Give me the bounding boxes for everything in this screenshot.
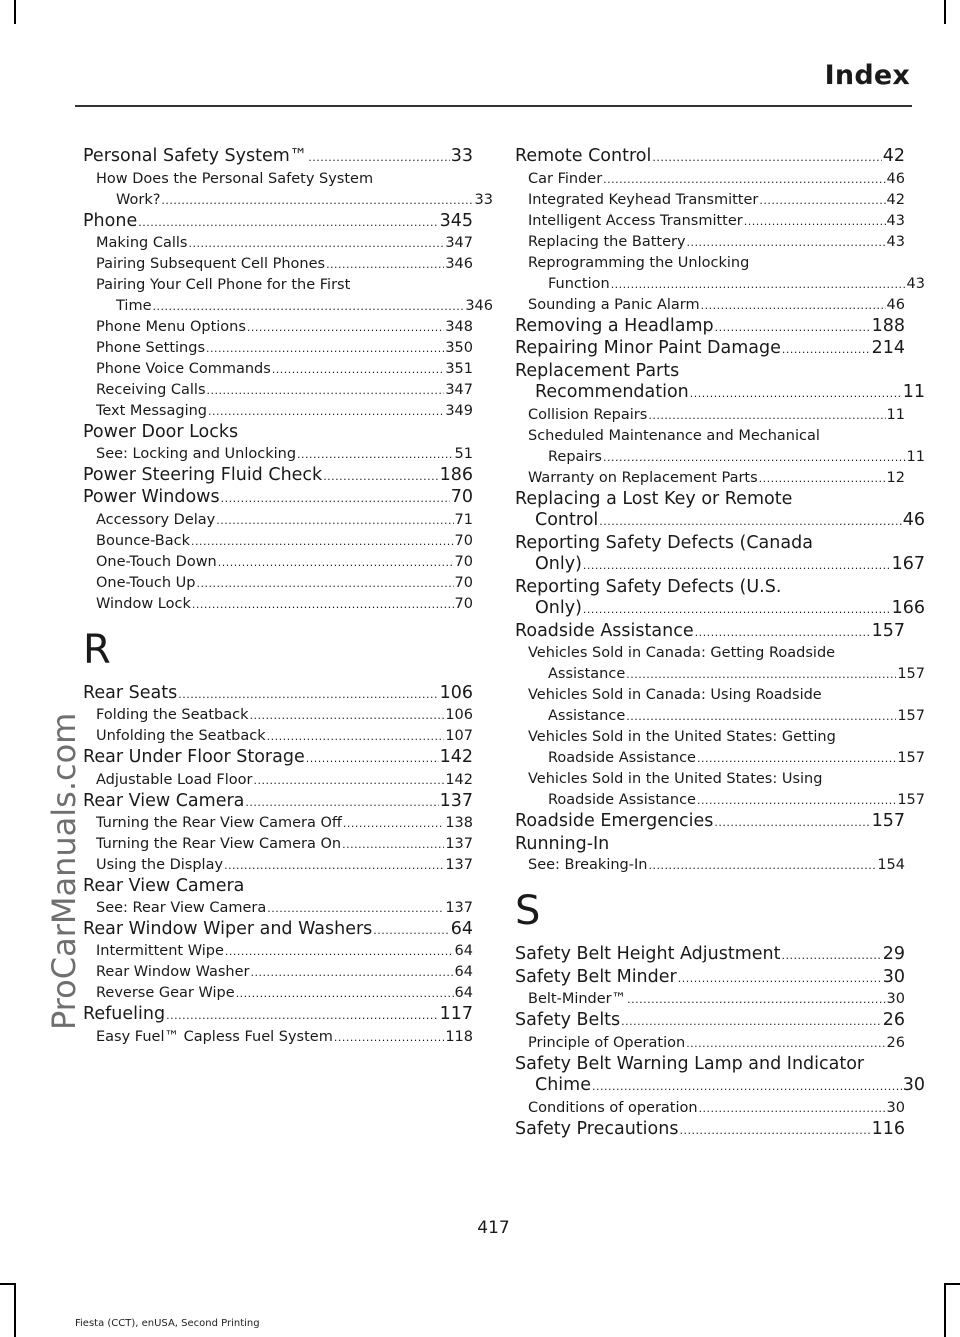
dot-leader	[697, 790, 896, 811]
index-entry	[515, 532, 925, 577]
entry-text: Vehicles Sold in the United States: Using	[528, 771, 823, 787]
crop-mark-top-right	[944, 0, 946, 24]
index-subentry	[83, 401, 473, 422]
dot-leader	[679, 1119, 870, 1142]
entry-text: Vehicles Sold in Canada: Getting Roadside	[528, 645, 836, 661]
entry-page-number: 46	[886, 170, 905, 187]
dot-leader	[191, 531, 454, 552]
index-subentry	[515, 169, 905, 190]
entry-text: Rear Window Washer	[96, 964, 250, 980]
dot-leader	[714, 811, 870, 834]
dot-leader	[208, 401, 444, 422]
dot-leader	[621, 1010, 882, 1033]
entry-text: Power Steering Fluid Check	[83, 464, 323, 485]
entry-text: Rear Under Floor Storage	[83, 747, 305, 767]
index-subentry	[83, 510, 473, 531]
entry-page-number: 51	[454, 445, 473, 462]
entry-page-number: 351	[445, 361, 473, 377]
entry-page-number: 214	[871, 338, 905, 358]
entry-page-number: 346	[465, 298, 493, 314]
entry-text: Repairs	[548, 448, 602, 465]
dot-leader	[592, 1075, 902, 1098]
entry-text: Reporting Safety Defects (Canada	[515, 532, 813, 553]
entry-page-number: 167	[891, 554, 925, 574]
dot-leader	[695, 621, 871, 644]
entry-text: Using the Display	[96, 857, 224, 873]
index-subentry	[515, 211, 905, 232]
entry-text: Phone Settings	[96, 340, 205, 356]
entry-page-number: 46	[902, 510, 925, 530]
entry-text: Text Messaging	[96, 403, 207, 419]
entry-page-number: 157	[871, 620, 905, 641]
dot-leader	[627, 989, 885, 1010]
entry-page-number: 70	[454, 574, 473, 591]
entry-text: Replacing the Battery	[528, 233, 686, 250]
entry-page-number: 345	[439, 210, 473, 231]
index-letter-heading: S	[515, 888, 541, 934]
entry-page-number: 70	[454, 553, 473, 570]
dot-leader	[599, 510, 901, 533]
entry-text: Remote Control	[515, 146, 652, 166]
entry-page-number: 106	[439, 682, 473, 703]
index-subentry	[515, 727, 925, 769]
index-column-left	[83, 146, 493, 1048]
entry-text: Recommendation	[535, 382, 689, 402]
entry-text: Function	[548, 275, 610, 292]
entry-text: Safety Belt Minder	[515, 966, 677, 987]
dot-leader	[603, 447, 906, 468]
crop-mark-bottom-left	[14, 1283, 16, 1337]
entry-text: Reprogramming the Unlocking	[528, 254, 750, 271]
entry-page-number: 46	[886, 296, 905, 313]
entry-page-number: 348	[445, 319, 473, 335]
entry-text: Pairing Your Cell Phone for the First	[96, 277, 351, 293]
crop-mark-bottom-left-h	[0, 1283, 15, 1285]
index-subentry	[83, 317, 473, 338]
entry-text: Phone Voice Commands	[96, 361, 271, 377]
index-subentry	[515, 295, 905, 316]
dot-leader	[343, 813, 444, 834]
index-subentry	[515, 685, 925, 727]
index-subentry	[83, 813, 473, 834]
index-entry	[515, 1010, 905, 1033]
entry-text: Time	[116, 298, 152, 314]
entry-text: Car Finder	[528, 170, 603, 187]
index-subentry	[83, 898, 473, 919]
entry-text: Only)	[535, 598, 582, 618]
entry-text: Vehicles Sold in the United States: Getting	[528, 729, 836, 745]
index-entry	[83, 747, 473, 770]
dot-leader	[342, 834, 444, 855]
entry-text: Intermittent Wipe	[96, 943, 224, 959]
entry-text: Turning the Rear View Camera On	[96, 836, 342, 852]
dot-leader	[221, 487, 450, 510]
index-entry	[515, 834, 905, 856]
entry-text: How Does the Personal Safety System	[96, 170, 374, 187]
index-subentry	[83, 705, 473, 726]
entry-page-number: 30	[886, 991, 905, 1007]
entry-page-number: 350	[445, 340, 473, 356]
dot-leader	[781, 944, 881, 967]
entry-page-number: 64	[450, 918, 473, 939]
entry-text: Folding the Seatback	[96, 707, 249, 723]
entry-page-number: 33	[474, 191, 493, 208]
entry-text: Belt-Minder™	[528, 991, 627, 1007]
entry-text: Sounding a Panic Alarm	[528, 296, 700, 313]
entry-text: One-Touch Up	[96, 574, 196, 591]
index-entry	[83, 211, 473, 234]
entry-page-number: 157	[871, 811, 905, 831]
dot-leader	[236, 983, 454, 1004]
entry-text: Warranty on Replacement Parts	[528, 469, 758, 486]
index-entry	[515, 967, 905, 990]
entry-text: Reporting Safety Defects (U.S.	[515, 576, 782, 597]
title-divider	[75, 105, 912, 107]
dot-leader	[626, 706, 896, 727]
index-subentry	[83, 834, 473, 855]
entry-page-number: 138	[445, 815, 473, 831]
index-subentry	[83, 594, 473, 615]
entry-text: Power Door Locks	[83, 422, 239, 442]
index-subentry	[83, 983, 473, 1004]
entry-text: Work?	[116, 191, 161, 208]
dot-leader	[648, 855, 876, 876]
dot-leader	[207, 380, 445, 401]
entry-text: Vehicles Sold in Canada: Using Roadside	[528, 687, 822, 703]
entry-page-number: 347	[445, 382, 473, 398]
entry-page-number: 107	[445, 728, 473, 744]
entry-text: Pairing Subsequent Cell Phones	[96, 256, 326, 272]
index-subentry	[83, 552, 473, 573]
index-entry	[83, 791, 473, 814]
dot-leader	[216, 510, 453, 531]
entry-text: Running-In	[515, 833, 610, 854]
entry-page-number: 186	[439, 464, 473, 485]
entry-text: Chime	[535, 1075, 591, 1095]
entry-text: Rear View Camera	[83, 790, 245, 811]
entry-page-number: 30	[902, 1075, 925, 1095]
dot-leader	[297, 444, 454, 465]
index-subentry	[83, 531, 473, 552]
entry-text: Replacing a Lost Key or Remote	[515, 488, 793, 509]
entry-text: Bounce-Back	[96, 532, 191, 549]
index-entry	[515, 576, 925, 621]
entry-page-number: 142	[445, 771, 473, 788]
entry-text: Easy Fuel™ Capless Fuel System	[96, 1028, 333, 1045]
page-number: 417	[477, 1218, 510, 1238]
entry-text: Reverse Gear Wipe	[96, 985, 235, 1001]
index-subentry	[515, 769, 925, 811]
index-subentry	[515, 1033, 905, 1054]
dot-leader	[306, 747, 439, 770]
index-subentry	[83, 169, 493, 211]
dot-leader	[267, 898, 444, 919]
entry-text: Roadside Assistance	[548, 792, 696, 808]
index-column-right	[515, 146, 925, 1141]
dot-leader	[166, 1004, 439, 1027]
entry-page-number: 106	[445, 707, 473, 723]
entry-page-number: 64	[454, 943, 473, 959]
dot-leader	[323, 465, 438, 488]
dot-leader	[678, 967, 882, 990]
dot-leader	[626, 664, 896, 685]
index-subentry	[515, 468, 905, 489]
entry-page-number: 70	[450, 487, 473, 507]
dot-leader	[250, 705, 445, 726]
entry-text: Control	[535, 510, 599, 530]
index-entry	[83, 487, 473, 510]
index-subentry	[83, 1027, 473, 1048]
entry-text: Refueling	[83, 1004, 166, 1024]
index-subentry	[515, 190, 905, 211]
crop-mark-bottom-right	[944, 1283, 946, 1337]
dot-leader	[138, 211, 438, 234]
entry-text: Assistance	[548, 666, 626, 682]
dot-leader	[267, 726, 445, 747]
index-subentry	[83, 573, 473, 594]
entry-page-number: 137	[445, 857, 473, 873]
entry-text: Safety Belt Height Adjustment	[515, 944, 781, 964]
entry-page-number: 347	[445, 235, 473, 251]
entry-text: Rear Seats	[83, 682, 178, 703]
entry-text: Unfolding the Seatback	[96, 728, 266, 744]
index-entry	[83, 422, 473, 444]
entry-page-number: 43	[906, 275, 925, 292]
index-entry	[83, 1004, 473, 1027]
dot-leader	[161, 190, 473, 211]
index-entry	[515, 944, 905, 967]
index-subentry	[83, 941, 473, 962]
dot-leader	[583, 554, 891, 577]
index-subentry	[83, 233, 473, 254]
entry-text: See: Rear View Camera	[96, 899, 267, 916]
index-subentry	[515, 1098, 905, 1119]
index-entry	[515, 621, 905, 644]
entry-text: Window Lock	[96, 595, 191, 612]
entry-page-number: 42	[882, 146, 905, 166]
entry-page-number: 12	[886, 469, 905, 486]
crop-mark-bottom-right-h	[944, 1283, 960, 1285]
dot-leader	[759, 190, 885, 211]
dot-leader	[648, 405, 885, 426]
dot-leader	[701, 295, 886, 316]
index-entry	[83, 876, 473, 898]
entry-text: Intelligent Access Transmitter	[528, 212, 743, 229]
entry-page-number: 154	[877, 857, 905, 873]
index-entry	[83, 683, 473, 706]
entry-page-number: 64	[454, 985, 473, 1001]
entry-page-number: 29	[882, 944, 905, 964]
dot-leader	[251, 962, 454, 983]
entry-text: Adjustable Load Floor	[96, 771, 253, 788]
entry-text: Scheduled Maintenance and Mechanical	[528, 427, 820, 444]
entry-page-number: 43	[886, 233, 905, 250]
index-entry	[515, 488, 925, 533]
entry-text: Removing a Headlamp	[515, 315, 714, 336]
dot-leader	[247, 317, 444, 338]
index-entry	[515, 338, 905, 361]
entry-page-number: 64	[454, 964, 473, 980]
entry-text: Replacement Parts	[515, 360, 680, 381]
index-subentry	[515, 253, 925, 295]
index-subentry	[83, 726, 473, 747]
entry-page-number: 137	[445, 899, 473, 916]
dot-leader	[326, 254, 444, 275]
entry-page-number: 346	[445, 256, 473, 272]
entry-page-number: 116	[871, 1118, 905, 1139]
entry-text: Phone Menu Options	[96, 319, 246, 335]
index-subentry	[83, 380, 473, 401]
index-subentry	[515, 232, 905, 253]
dot-leader	[373, 919, 449, 942]
entry-text: Safety Precautions	[515, 1118, 679, 1139]
entry-text: Rear Window Wiper and Washers	[83, 918, 373, 939]
dot-leader	[697, 748, 896, 769]
dot-leader	[218, 552, 454, 573]
index-subentry	[83, 275, 493, 317]
dot-leader	[690, 382, 902, 405]
edition-footer: Fiesta (CCT), enUSA, Second Printing	[75, 1318, 260, 1329]
dot-leader	[192, 594, 454, 615]
entry-page-number: 137	[439, 790, 473, 811]
index-entry	[83, 146, 473, 169]
entry-text: See: Breaking-In	[528, 857, 648, 873]
index-subentry	[83, 338, 473, 359]
entry-text: Making Calls	[96, 235, 188, 251]
index-subentry	[515, 989, 905, 1010]
index-entry	[83, 465, 473, 488]
dot-leader	[196, 573, 453, 594]
entry-text: Conditions of operation	[528, 1099, 698, 1116]
index-subentry	[83, 770, 473, 791]
entry-text: Roadside Assistance	[515, 620, 694, 641]
index-subentry	[83, 855, 473, 876]
dot-leader	[744, 211, 886, 232]
index-entry	[515, 811, 905, 834]
entry-text: Roadside Emergencies	[515, 811, 714, 831]
entry-page-number: 166	[891, 598, 925, 618]
index-subentry	[515, 643, 925, 685]
index-entry	[515, 1053, 925, 1098]
dot-leader	[652, 146, 881, 169]
entry-page-number: 118	[445, 1028, 473, 1045]
entry-text: Roadside Assistance	[548, 750, 696, 766]
entry-page-number: 30	[886, 1099, 905, 1116]
dot-leader	[687, 232, 886, 253]
crop-mark-top-left	[14, 0, 16, 24]
page-title: Index	[824, 60, 910, 91]
dot-leader	[686, 1033, 885, 1054]
entry-text: Principle of Operation	[528, 1034, 686, 1051]
entry-page-number: 42	[886, 191, 905, 208]
entry-page-number: 71	[454, 511, 473, 528]
dot-leader	[224, 855, 444, 876]
dot-leader	[782, 338, 871, 361]
dot-leader	[759, 468, 886, 489]
dot-leader	[611, 274, 906, 295]
entry-page-number: 26	[886, 1034, 905, 1051]
index-subentry	[83, 962, 473, 983]
dot-leader	[583, 598, 891, 621]
entry-text: Phone	[83, 210, 138, 231]
entry-text: Safety Belt Warning Lamp and Indicator	[515, 1053, 865, 1074]
entry-text: Turning the Rear View Camera Off	[96, 815, 342, 831]
dot-leader	[245, 791, 438, 814]
dot-leader	[253, 770, 444, 791]
entry-page-number: 117	[439, 1004, 473, 1024]
dot-leader	[178, 683, 438, 706]
entry-text: Integrated Keyhead Transmitter	[528, 191, 759, 208]
watermark: ProCarManuals.com	[45, 712, 83, 1030]
entry-text: Personal Safety System™	[83, 146, 308, 166]
index-subentry	[515, 855, 905, 876]
entry-text: Assistance	[548, 708, 626, 724]
index-letter-heading: R	[83, 626, 111, 673]
entry-page-number: 11	[902, 382, 925, 402]
index-entry	[515, 316, 905, 339]
dot-leader	[153, 296, 465, 317]
entry-page-number: 142	[439, 747, 473, 767]
entry-page-number: 157	[897, 666, 925, 682]
dot-leader	[603, 169, 885, 190]
dot-leader	[715, 316, 871, 339]
dot-leader	[308, 146, 449, 169]
entry-page-number: 11	[886, 406, 905, 423]
entry-page-number: 188	[871, 315, 905, 336]
entry-text: One-Touch Down	[96, 553, 217, 570]
entry-page-number: 157	[897, 708, 925, 724]
index-subentry	[83, 254, 473, 275]
index-entry	[515, 1119, 905, 1142]
entry-text: Repairing Minor Paint Damage	[515, 338, 781, 358]
dot-leader	[272, 359, 445, 380]
entry-text: Power Windows	[83, 487, 220, 507]
entry-page-number: 157	[897, 792, 925, 808]
entry-page-number: 30	[882, 966, 905, 987]
entry-page-number: 11	[906, 448, 925, 465]
entry-page-number: 33	[450, 146, 473, 166]
entry-text: Receiving Calls	[96, 382, 206, 398]
dot-leader	[334, 1027, 444, 1048]
entry-text: Accessory Delay	[96, 511, 216, 528]
entry-page-number: 70	[454, 595, 473, 612]
dot-leader	[206, 338, 444, 359]
entry-text: Only)	[535, 554, 582, 574]
entry-page-number: 70	[454, 532, 473, 549]
dot-leader	[225, 941, 454, 962]
index-entry	[83, 919, 473, 942]
index-entry	[515, 360, 925, 405]
index-subentry	[83, 359, 473, 380]
index-subentry	[83, 444, 473, 465]
entry-text: See: Locking and Unlocking	[96, 445, 297, 462]
entry-text: Rear View Camera	[83, 876, 245, 896]
entry-page-number: 157	[897, 750, 925, 766]
dot-leader	[188, 233, 444, 254]
index-entry	[515, 146, 905, 169]
index-subentry	[515, 405, 905, 426]
entry-page-number: 26	[882, 1010, 905, 1030]
entry-text: Collision Repairs	[528, 406, 648, 423]
entry-page-number: 349	[445, 403, 473, 419]
dot-leader	[699, 1098, 886, 1119]
index-subentry	[515, 426, 925, 468]
entry-page-number: 137	[445, 836, 473, 852]
entry-page-number: 43	[886, 212, 905, 229]
entry-text: Safety Belts	[515, 1010, 621, 1030]
